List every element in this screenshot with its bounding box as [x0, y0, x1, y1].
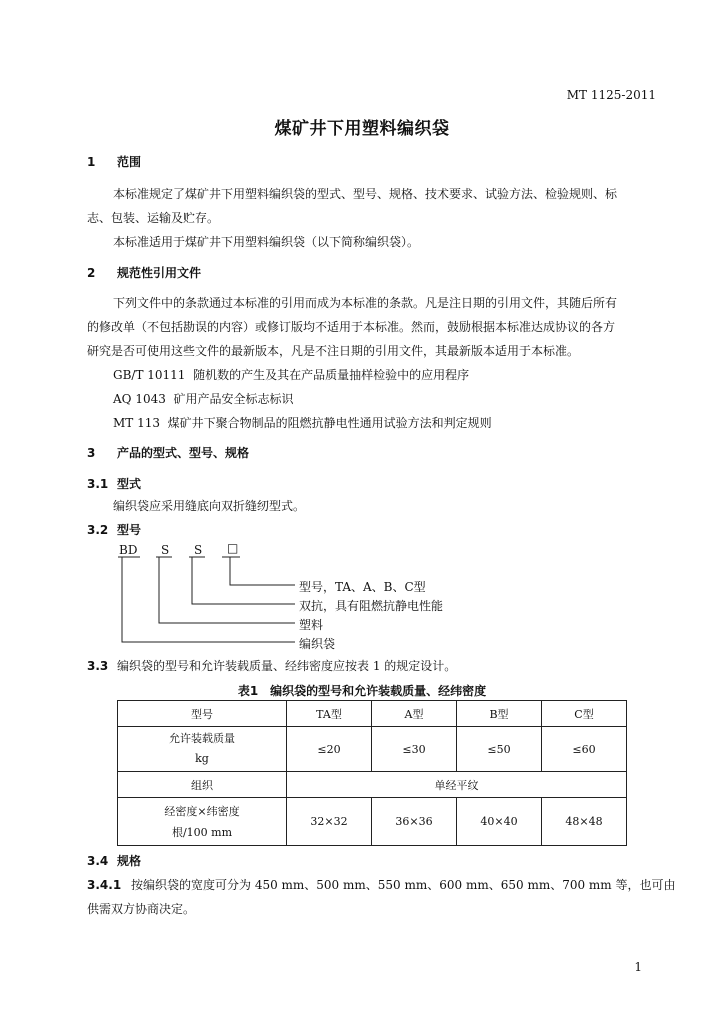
table-header-cell: C型	[542, 701, 627, 727]
table-cell: ≤20	[287, 727, 372, 772]
s2-paragraph-line-1: 下列文件中的条款通过本标准的引用而成为本标准的条款。凡是注日期的引用文件，其随后所有	[113, 296, 618, 310]
section-3-1-heading	[87, 475, 141, 492]
section-number: 3.4.1	[87, 878, 122, 892]
section-title: 型号	[117, 523, 142, 537]
table-caption: 表1 编织袋的型号和允许装载质量、经纬密度	[237, 684, 487, 698]
table-cell: 40×40	[457, 798, 542, 846]
reference-item	[113, 390, 294, 407]
table-row-label	[118, 727, 287, 772]
table-cell: 单经平纹	[287, 772, 627, 798]
code-part-bd: BD	[119, 543, 138, 557]
table-cell: ≤50	[457, 727, 542, 772]
section-3-3	[87, 657, 456, 674]
code-label-type: 型号，TA、A、B、C型	[299, 580, 426, 594]
page-title: 煤矿井下用塑料编织袋	[274, 119, 450, 139]
label-line: 经密度×纬密度	[164, 804, 240, 818]
section-title: 范围	[117, 155, 142, 169]
section-number: 2	[87, 266, 96, 280]
s3-3-text: 编织袋的型号和允许装载质量、经纬密度应按表 1 的规定设计。	[117, 659, 457, 673]
table-header-cell: TA型	[287, 701, 372, 727]
s2-paragraph-line-3: 研究是否可使用这些文件的最新版本，凡是不注日期的引用文件，其最新版本适用于本标准。	[87, 344, 580, 358]
model-code-diagram	[110, 540, 310, 650]
label-line: 允许装载质量	[169, 732, 235, 745]
code-part-placeholder: □	[227, 541, 239, 555]
code-part-s2: S	[194, 543, 203, 557]
section-title: 规范性引用文件	[117, 266, 202, 280]
s3-4-1-text-line-1: 按编织袋的宽度可分为 450 mm、500 mm、550 mm、600 mm、650 mm、700 mm 等，也可由	[131, 878, 676, 892]
section-3-heading	[87, 444, 249, 461]
section-number: 1	[87, 155, 96, 169]
table-header-cell: 型号	[118, 701, 287, 727]
section-title: 型式	[117, 477, 142, 491]
s3-4-1-text-line-2: 供需双方协商决定。	[87, 902, 196, 916]
reference-code: MT 113	[113, 416, 161, 430]
table-cell: 48×48	[542, 798, 627, 846]
s1-paragraph-1-line-1: 本标准规定了煤矿井下用塑料编织袋的型式、型号、规格、技术要求、试验方法、检验规则、标	[113, 187, 618, 201]
table-row	[118, 727, 627, 772]
reference-code: GB/T 10111	[113, 368, 186, 382]
section-2-heading	[87, 264, 201, 281]
table-row	[118, 798, 627, 846]
label-line: kg	[195, 752, 209, 765]
s3-1-text: 编织袋应采用缝底向双折缝纫型式。	[113, 499, 306, 513]
reference-title: 煤矿井下聚合物制品的阻燃抗静电性通用试验方法和判定规则	[167, 416, 492, 430]
spec-table	[117, 700, 627, 846]
standard-number: MT 1125-2011	[566, 88, 656, 102]
table-header-row	[118, 701, 627, 727]
section-number: 3	[87, 446, 96, 460]
page-number: 1	[634, 960, 642, 974]
code-part-s1: S	[161, 543, 170, 557]
section-number: 3.4	[87, 854, 109, 868]
reference-title: 随机数的产生及其在产品质量抽样检验中的应用程序	[193, 368, 470, 382]
leader-line-bag	[122, 557, 295, 642]
section-title: 产品的型式、型号、规格	[117, 446, 250, 460]
table-cell: 36×36	[372, 798, 457, 846]
code-label-plastic: 塑料	[299, 618, 324, 632]
leader-line-type	[230, 557, 295, 585]
code-label-bag: 编织袋	[299, 637, 336, 651]
table-cell: 32×32	[287, 798, 372, 846]
s1-paragraph-2: 本标准适用于煤矿井下用塑料编织袋（以下简称编织袋）。	[113, 235, 420, 249]
table-cell: ≤60	[542, 727, 627, 772]
section-3-4-1	[87, 876, 676, 893]
s1-paragraph-1-line-2: 志、包装、运输及贮存。	[87, 211, 220, 225]
section-number: 3.3	[87, 659, 109, 673]
reference-item	[113, 366, 469, 383]
reference-item	[113, 414, 492, 431]
table-cell: ≤30	[372, 727, 457, 772]
section-title: 规格	[117, 854, 142, 868]
code-label-dual: 双抗，具有阻燃抗静电性能	[299, 599, 444, 613]
table-header-cell: A型	[372, 701, 457, 727]
table-header-cell: B型	[457, 701, 542, 727]
section-number: 3.1	[87, 477, 109, 491]
label-line: 根/100 mm	[171, 825, 233, 839]
reference-title: 矿用产品安全标志标识	[173, 392, 294, 406]
s2-paragraph-line-2: 的修改单（不包括勘误的内容）或修订版均不适用于本标准。然而，鼓励根据本标准达成协议的各方	[87, 320, 616, 334]
table-row	[118, 772, 627, 798]
table-row-label	[118, 798, 287, 846]
leader-line-dual	[192, 557, 295, 604]
table-row-label: 组织	[118, 772, 287, 798]
section-3-4-heading	[87, 852, 141, 869]
reference-code: AQ 1043	[113, 392, 166, 406]
leader-line-plastic	[159, 557, 295, 623]
section-3-2-heading	[87, 521, 141, 538]
section-1-heading	[87, 153, 141, 170]
section-number: 3.2	[87, 523, 109, 537]
